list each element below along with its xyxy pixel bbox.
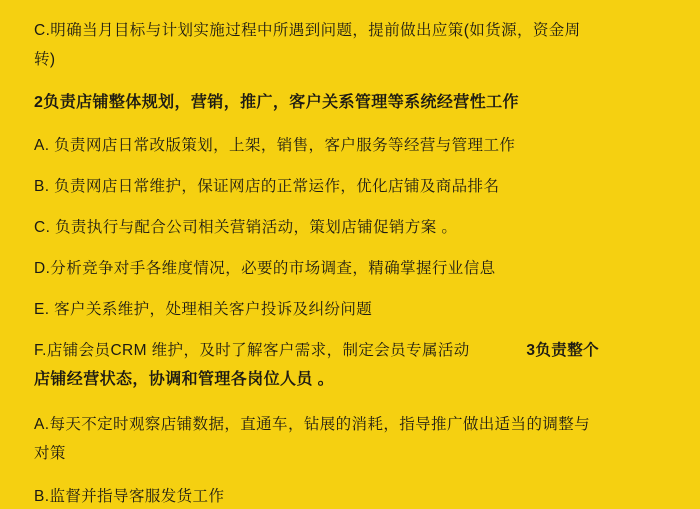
list-item-f-crm-text: F.店铺会员CRM 维护，及时了解客户需求，制定会员专属活动 (34, 342, 470, 359)
list-item-c-marketing (34, 215, 670, 240)
list-item-b-supervise-text: B.监督并指导客服发货工作 (34, 488, 225, 505)
section-heading-3-start: 3负责整个 (526, 342, 600, 359)
list-item-a-daily-data (34, 412, 670, 437)
list-item-d-competitor-text: D.分析竞争对手各维度情况，必要的市场调查，精确掌握行业信息 (34, 260, 496, 277)
list-item-d-competitor (34, 256, 670, 281)
paragraph-c-goals-continuation-text: 转) (34, 51, 56, 68)
list-item-c-marketing-text: C. 负责执行与配合公司相关营销活动，策划店铺促销方案 。 (34, 219, 458, 236)
section-heading-2 (34, 90, 670, 115)
section-heading-3-continuation (34, 367, 670, 392)
paragraph-c-goals-continuation (34, 47, 670, 72)
paragraph-c-goals (34, 18, 670, 43)
list-item-a-daily-data-text: A.每天不定时观察店铺数据，直通车，钻展的消耗，指导推广做出适当的调整与 (34, 416, 591, 433)
list-item-b-maintenance-text: B. 负责网店日常维护，保证网店的正常运作，优化店铺及商品排名 (34, 178, 500, 195)
list-item-b-supervise (34, 484, 670, 509)
list-item-a-online-store (34, 133, 670, 158)
list-item-a-daily-data-continuation-text: 对策 (34, 445, 66, 462)
list-item-f-crm (34, 338, 670, 363)
list-item-e-customer-text: E. 客户关系维护，处理相关客户投诉及纠纷问题 (34, 301, 373, 318)
section-heading-3-continuation-text: 店铺经营状态，协调和管理各岗位人员 。 (34, 371, 335, 388)
section-heading-2-text: 2负责店铺整体规划，营销，推广，客户关系管理等系统经营性工作 (34, 94, 519, 111)
list-item-a-daily-data-continuation (34, 441, 670, 466)
list-item-b-maintenance (34, 174, 670, 199)
list-item-a-online-store-text: A. 负责网店日常改版策划，上架，销售，客户服务等经营与管理工作 (34, 137, 516, 154)
list-item-e-customer (34, 297, 670, 322)
paragraph-c-goals-text: C.明确当月目标与计划实施过程中所遇到问题，提前做出应策(如货源，资金周 (34, 22, 581, 39)
